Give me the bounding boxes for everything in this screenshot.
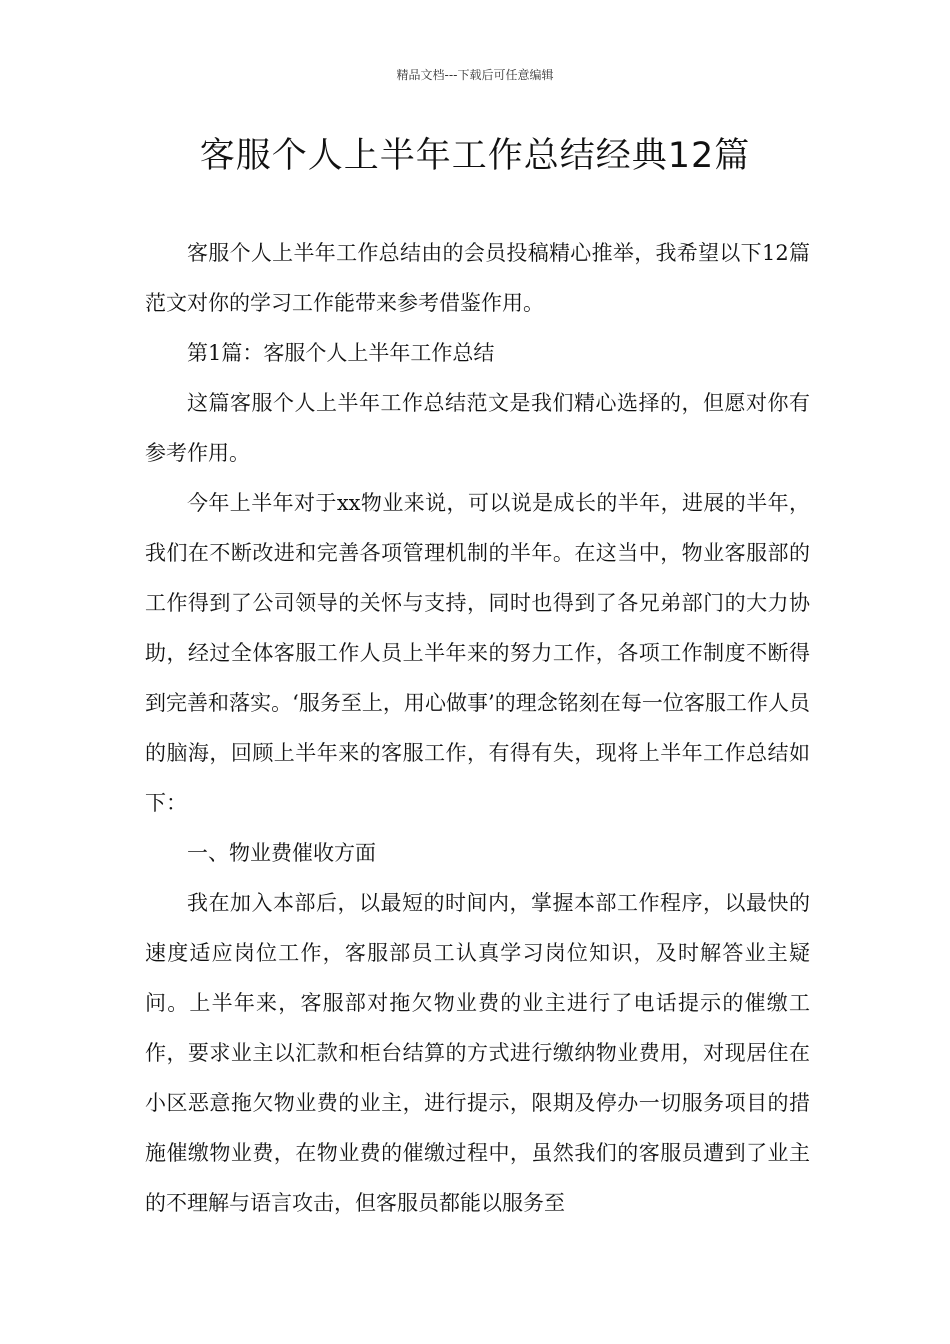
header-note: 精品文档---下载后可任意编辑 bbox=[396, 68, 554, 82]
document-body bbox=[145, 228, 810, 1228]
body-paragraph: 这篇客服个人上半年工作总结范文是我们精心选择的，但愿对你有参考作用。 bbox=[145, 391, 810, 465]
body-paragraph: 我在加入本部后，以最短的时间内，掌握本部工作程序，以最快的速度适应岗位工作，客服部员工认真学习岗位知识，及时解答业主疑问。上半年来，客服部对拖欠物业费的业主进行了电话提示的催缴工作，要求业主以汇款和柜台结算的方式进行缴纳物业费用，对现居住在小区恶意拖欠物业费的业主，进行提示，限期及停办一切服务项目的措施催缴物业费，在物业费的催缴过程中，虽然我们的客服员遭到了业主的不理解与语言攻击，但客服员都能以服务至 bbox=[145, 891, 810, 1215]
section-heading-part-1: 第1篇：客服个人上半年工作总结 bbox=[187, 341, 495, 365]
document-title: 客服个人上半年工作总结经典12篇 bbox=[199, 136, 751, 176]
body-paragraph: 今年上半年对于xx物业来说，可以说是成长的半年，进展的半年，我们在不断改进和完善各项管理机制的半年。在这当中，物业客服部的工作得到了公司领导的关怀与支持，同时也得到了各兄弟部门的大力协助，经过全体客服工作人员上半年来的努力工作，各项工作制度不断得到完善和落实。‘服务至上，用心做事’的理念铭刻在每一位客服工作人员的脑海，回顾上半年来的客服工作，有得有失，现将上半年工作总结如下： bbox=[145, 491, 810, 815]
section-heading-fee-collection: 一、物业费催收方面 bbox=[187, 841, 376, 865]
intro-paragraph: 客服个人上半年工作总结由的会员投稿精心推举，我希望以下12篇范文对你的学习工作能带来参考借鉴作用。 bbox=[145, 241, 810, 315]
